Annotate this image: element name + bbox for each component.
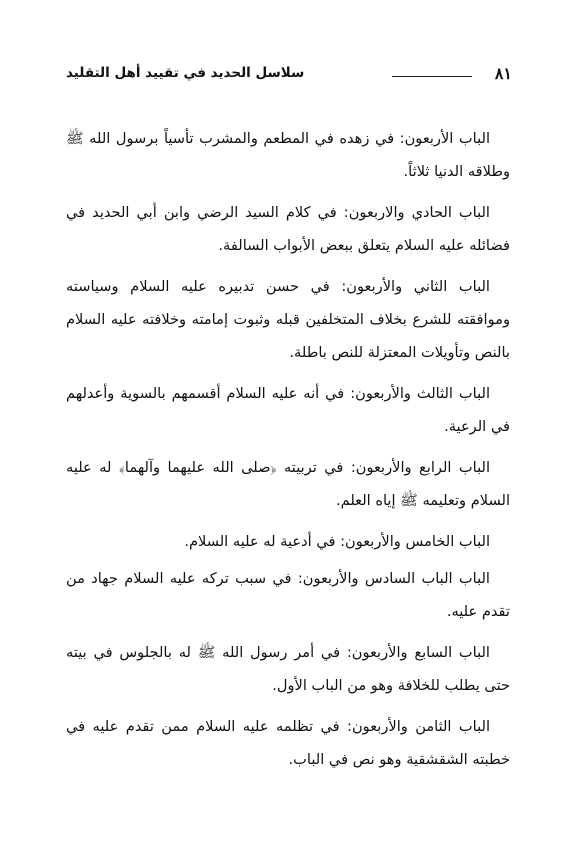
chapter-entry-41: الباب الحادي والاربعون: في كلام السيد الرضي وابن أبي الحديد في فضائله عليه السلام يتعلق ببعض الأبواب السالفة. bbox=[66, 204, 510, 254]
header-rule bbox=[392, 76, 472, 77]
page-header bbox=[66, 62, 512, 90]
chapter-entry-45: الباب الخامس والأربعون: في أدعية له عليه السلام. bbox=[184, 533, 490, 550]
chapter-entry-48: الباب الثامن والأربعون: في تظلمه عليه السلام ممن تقدم عليه في خطبته الشقشقية وهو نص في الباب. bbox=[66, 718, 510, 768]
chapter-entry-40: الباب الأربعون: في زهده في المطعم والمشرب تأسياً برسول الله ﷺ وطلاقه الدنيا ثلاثاً. bbox=[66, 130, 510, 180]
chapter-list bbox=[66, 122, 510, 784]
chapter-entry-42: الباب الثاني والأربعون: في حسن تدبيره عليه السلام وسياسته وموافقته للشرع بخلاف المتخلفين قبله وثبوت إمامته وخلافته عليه السلام بالنص وتأويلات المعتزلة للنص باطلة. bbox=[66, 278, 510, 361]
chapter-entry-43: الباب الثالث والأربعون: في أنه عليه السلام أقسمهم بالسوية وأعدلهم في الرعية. bbox=[66, 385, 510, 435]
running-title: سلاسل الحديد في تقييد أهل التقليد bbox=[66, 65, 305, 81]
chapter-entry-47: الباب السابع والأربعون: في أمر رسول الله ﷺ له بالجلوس في بيته حتى يطلب للخلافة وهو من الباب الأول. bbox=[66, 644, 510, 694]
chapter-entry-44: الباب الرابع والأربعون: في تربيته ﴿صلى الله عليهما وآلهما﴾ له عليه السلام وتعليمه ﷺ إياه العلم. bbox=[66, 459, 510, 509]
page-number: ٨١ bbox=[494, 64, 512, 83]
chapter-entry-46: الباب الباب السادس والأربعون: في سبب تركه عليه السلام جهاد من تقدم عليه. bbox=[66, 570, 510, 620]
